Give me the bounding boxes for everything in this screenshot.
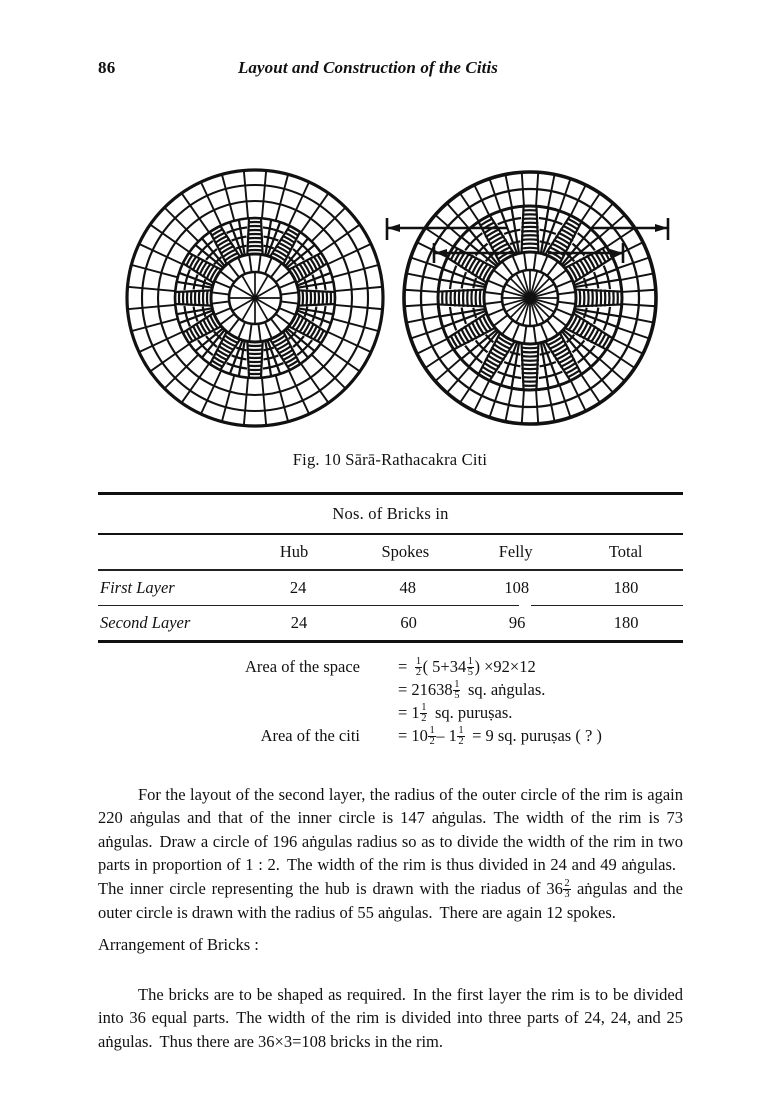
math-line-purusas — [98, 701, 698, 724]
cell-first-total: 180 — [613, 577, 639, 597]
table-header-row — [98, 535, 683, 569]
fraction-one-half: $\frac{1}{2}$ — [458, 724, 464, 748]
cell-second-spokes: 60 — [400, 613, 417, 633]
para2-sentence-3: The width of the rim is divided into three parts of 24, 24, and 25 aṅgulas. — [98, 1008, 683, 1051]
math-tail-4: = 9 sq. puruṣas ( ? ) — [472, 726, 602, 745]
math-mid-1: ( 5+34 — [422, 657, 467, 676]
figure-caption: Fig. 10 Sārā-Rathacakra Citi — [292, 450, 488, 469]
para1-sentence-3: Draw a circle of 196 aṅgulas radius so as to divide the width of the rim in two parts in proportion of 1 : 2. — [98, 831, 683, 875]
math-mid-4: – 1 — [436, 726, 457, 745]
divider-segment-right — [531, 605, 683, 607]
math-expression-2 — [398, 678, 545, 702]
cell-first-hub: 24 — [289, 577, 307, 597]
math-tail-1: ) ×92×12 — [474, 657, 536, 676]
row-label-second-layer: Second Layer — [100, 613, 191, 633]
fraction-one-half: $\frac{1}{2}$ — [421, 701, 427, 725]
column-header-felly: Felly — [498, 542, 533, 562]
math-label-area-space: Area of the space — [245, 657, 360, 676]
cell-second-total: 180 — [613, 613, 639, 633]
table-span-title: Nos. of Bricks in — [332, 504, 449, 524]
running-title: Layout and Construction of the Citis — [237, 58, 499, 77]
cell-first-felly: 108 — [504, 577, 530, 597]
column-header-spokes: Spokes — [381, 542, 430, 562]
column-header-blank — [98, 535, 241, 569]
para2-sentence-2: In the first layer the rim is to be divided into 36 equal parts. — [98, 984, 684, 1028]
area-calculations — [98, 655, 698, 747]
paragraph-arrangement-of-bricks — [98, 983, 683, 1054]
paragraph-second-layer-layout — [98, 783, 683, 925]
math-pre-3: = 1 — [398, 703, 420, 722]
math-eq-sign-1: = — [398, 657, 408, 676]
cell-first-spokes: 48 — [399, 577, 417, 597]
divider-segment-left — [98, 605, 519, 607]
math-line-area-of-citi — [98, 724, 698, 747]
first-layer-wheel — [127, 170, 383, 426]
para2-sentence-4: Thus there are 36×3=108 bricks in the rim. — [159, 1031, 443, 1051]
column-header-total: Total — [608, 542, 643, 562]
para2-sentence-1: The bricks are to be shaped as required. — [138, 984, 406, 1004]
math-line-angulas — [98, 678, 698, 701]
table-bottom-rule — [98, 640, 683, 643]
math-expression-1 — [398, 655, 536, 679]
table-row — [98, 606, 683, 640]
math-label-area-citi: Area of the citi — [260, 726, 360, 745]
para1-sentence-7: There are again 12 spokes. — [439, 902, 616, 922]
math-tail-3: sq. puruṣas. — [434, 703, 513, 722]
math-pre-4: = 10 — [398, 726, 428, 745]
page-number: 86 — [98, 58, 116, 77]
cell-second-felly: 96 — [508, 613, 526, 633]
figure-10 — [0, 100, 780, 480]
rathacakra-citi-diagram — [0, 100, 780, 480]
para1-sentence-5: The inner circle representing the hub is drawn with the riadus of 36 — [98, 878, 563, 898]
fraction-two-thirds: $\frac{2}{3}$ — [564, 877, 570, 901]
table-row — [98, 571, 683, 605]
cell-second-hub: 24 — [290, 613, 308, 633]
para1-sentence-4: The width of the rim is thus divided in 24 and 49 aṅgulas. — [286, 855, 676, 875]
fraction-one-fifth: $\frac{1}{5}$ — [467, 655, 473, 679]
table-row-divider — [98, 605, 683, 607]
fraction-one-half: $\frac{1}{2}$ — [429, 724, 435, 748]
running-head — [0, 58, 780, 82]
second-layer-wheel — [404, 172, 656, 424]
row-label-first-layer: First Layer — [100, 577, 175, 597]
bricks-table — [98, 492, 683, 643]
fraction-one-fifth: $\frac{1}{5}$ — [454, 678, 460, 702]
para1-sentence-1: For the layout of the second layer, the radius of the outer circle of the rim is again 220 aṅgulas and that of the inner circle is 147 aṅgulas. — [98, 784, 683, 828]
math-expression-3 — [398, 701, 512, 725]
math-line-area-of-space — [98, 655, 698, 678]
para1-sentence-6: aṅgulas and the outer circle is drawn with the radius of 55 aṅgulas. — [98, 878, 683, 922]
subheading-arrangement-of-bricks: Arrangement of Bricks : — [98, 935, 259, 954]
para1-sentence-2: The width of the rim is 73 aṅgulas. — [98, 808, 683, 851]
math-expression-4 — [398, 724, 602, 748]
column-header-hub: Hub — [279, 542, 309, 562]
math-pre-2: = 21638 — [398, 680, 453, 699]
fraction-one-half: $\frac{1}{2}$ — [415, 655, 422, 679]
math-tail-2: sq. aṅgulas. — [467, 680, 546, 699]
